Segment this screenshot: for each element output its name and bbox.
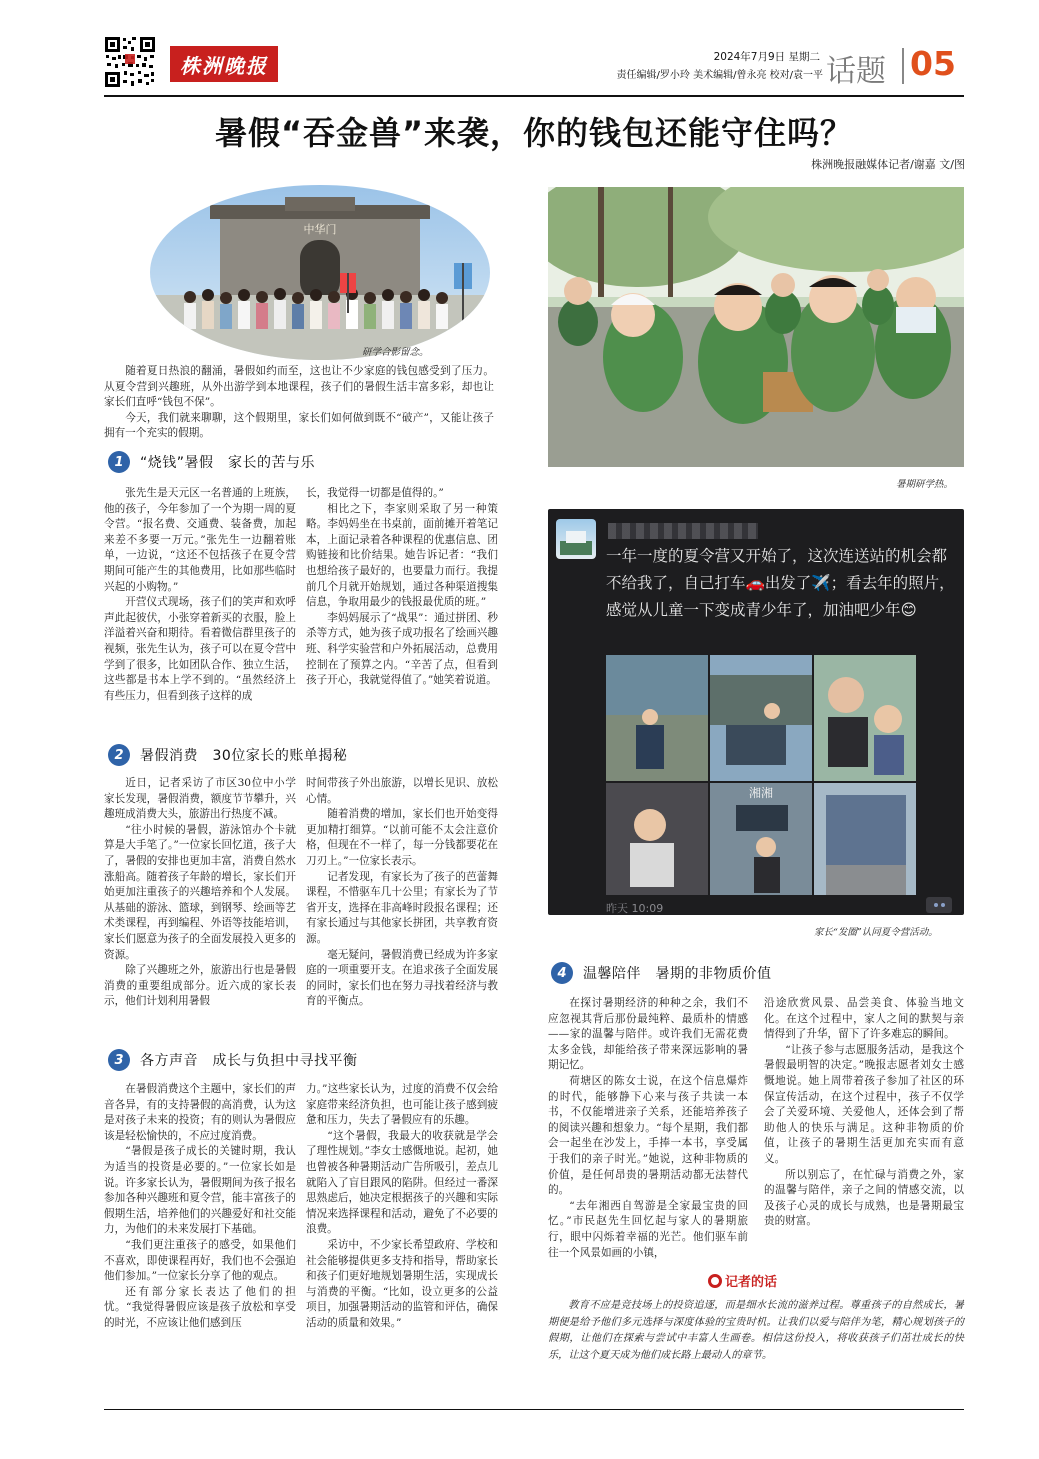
section-2-title: 暑假消费 30位家长的账单揭秘 — [140, 748, 348, 764]
footer-rule — [104, 1409, 964, 1410]
header-divider — [902, 48, 904, 84]
paragraph: 毫无疑问，暑假消费已经成为许多家庭的一项重要开支。在追求孩子全面发展的同时，家长们也在努力寻找着经济与教育的平衡点。 — [306, 948, 498, 1008]
paragraph: 开营仪式现场，孩子们的笑声和欢呼声此起彼伏，小张穿着新买的衣服，脸上洋溢着兴奋和期待。看着微信群里孩子的视频，张先生认为，孩子可以在夏令营中学到了很多，比如团队合作、独立生活，这些都是书本上学不到的。“虽然经济上有些压力，但看到孩子这样的成 — [104, 596, 296, 702]
section-2-col-1 — [104, 776, 296, 1010]
masthead-logo — [170, 46, 278, 82]
section-1-col-1 — [104, 486, 296, 704]
paragraph: 沿途欣赏风景、品尝美食、体验当地文化。在这个过程中，家人之间的默契与亲情得到了升华，留下了许多难忘的瞬间。 — [764, 997, 964, 1041]
paragraph: 随着消费的增加，家长们也开始变得更加精打细算。“以前可能不太会注意价格，但现在不一样了，每一分钱都要花在刀刃上。”一位家长表示。 — [306, 808, 498, 867]
reporter-note-label — [708, 1271, 777, 1290]
paragraph: 采访中，不少家长希望政府、学校和社会能够提供更多支持和指导，帮助家长和孩子们更好地规划暑期生活，实现成长与消费的平衡。“比如，设立更多的公益项目，加强暑期活动的监管和评估，确保活动的质量和效果。” — [306, 1238, 498, 1329]
reporter-note-text: 教育不应是竞技场上的投资追逐，而是细水长流的滋养过程。尊重孩子的自然成长，暑期便是给予他们多元选择与深度体验的宝贵时机。让我们以爱与陪伴为笔，精心规划孩子的假期，让他们在探索与尝试中丰富人生画卷。相信这份投入，将收获孩子们茁壮成长的快乐，让这个夏天成为他们成长路上最动人的章节。 — [548, 1300, 964, 1361]
section-4-col-1 — [548, 996, 748, 1261]
section-1-col-2 — [306, 486, 498, 689]
section-3-col-2 — [306, 1082, 498, 1332]
paragraph: 时间带孩子外出旅游，以增长见识、放松心情。 — [306, 777, 498, 805]
section-2-heading — [108, 744, 347, 766]
paragraph: 除了兴趣班之外，旅游出行也是暑假消费的重要组成部分。近六成的家长表示，他们计划利用暑假 — [104, 964, 296, 1008]
masthead-rule — [104, 95, 964, 97]
paragraph: 长，我觉得一切都是值得的。” — [306, 487, 444, 499]
wechat-moments-screenshot — [548, 509, 964, 915]
intro-paragraph: 随着夏日热浪的翻涌，暑假如约而至，这也让不少家庭的钱包感受到了压力。从夏令营到兴趣班，从外出游学到本地课程，孩子们的暑假生活丰富多彩，却也让家长们直呼“钱包不保”。 — [104, 365, 494, 409]
section-3-number: 3 — [108, 1049, 130, 1071]
section-3-col-1 — [104, 1082, 296, 1332]
more-actions-icon[interactable] — [926, 897, 952, 913]
section-name: 话题 — [826, 54, 886, 89]
paragraph: 力。”这些家长认为，过度的消费不仅会给家庭带来经济负担，也可能让孩子感到疲惫和压力，失去了暑假应有的乐趣。 — [306, 1083, 498, 1127]
qr-code — [104, 36, 156, 88]
paragraph: 记者发现，有家长为了孩子的芭蕾舞课程，不惜驱车几十公里；有家长为了节省开支，选择在非高峰时段报名课程；还有家长通过与其他家长拼团，共享教育资源。 — [306, 870, 498, 945]
moments-photo-sign: 湘湘 — [748, 786, 774, 800]
byline: 株洲晚报融媒体记者/谢嘉 文/图 — [811, 158, 965, 171]
avatar — [556, 519, 596, 559]
reporter-note-title: 记者的话 — [725, 1275, 778, 1290]
paragraph: 所以别忘了，在忙碌与消费之外，家的温馨与陪伴，亲子之间的情感交流，以及孩子心灵的成长与成熟，也是暑期最宝贵的财富。 — [764, 1168, 964, 1228]
group-photo — [150, 185, 490, 360]
editor-credits: 责任编辑/罗小玲 美术编辑/曾永亮 校对/袁一平 — [616, 70, 823, 81]
intro-text — [104, 364, 494, 442]
section-4-col-2 — [764, 996, 964, 1230]
section-4-heading — [551, 962, 772, 984]
paragraph: 还有部分家长表达了他们的担忧。“我觉得暑假应该是孩子放松和享受的时光，不应该让他们感到压 — [104, 1285, 296, 1329]
note-circle-icon — [708, 1274, 722, 1288]
section-2-col-2 — [306, 776, 498, 1010]
paragraph: 在探讨暑期经济的种种之余，我们不应忽视其背后那份最纯粹、最质朴的情感——家的温馨与陪伴。或许我们无需花费太多金钱，却能给孩子带来深远影响的暑期记忆。 — [548, 997, 748, 1072]
paper-name: 株洲晚报 — [180, 53, 268, 78]
study-tour-photo — [548, 187, 964, 467]
paragraph: 近日，记者采访了市区30位中小学家长发现，暑假消费，额度节节攀升，兴趣班成消费大头，旅游出行热度不减。 — [104, 777, 296, 821]
paragraph: 在暑假消费这个主题中，家长们的声音各异，有的支持暑假的高消费，认为这是对孩子未来的投资；有的则认为暑假应该是轻松愉快的，不应过度消费。 — [104, 1083, 296, 1142]
moments-caption: 家长“发圈”认同夏令营活动。 — [814, 927, 938, 938]
qr-code-icon — [104, 36, 156, 88]
paragraph: “我们更注重孩子的感受，如果他们不喜欢，即使课程再好，我们也不会强迫他们参加。”一位家长分享了他的观点。 — [104, 1238, 296, 1283]
intro-paragraph: 今天，我们就来聊聊，这个假期里，家长们如何做到既不“破产”，又能让孩子拥有一个充实的假期。 — [104, 411, 494, 440]
section-1-heading — [108, 451, 315, 473]
group-photo-caption: 研学合影留念。 — [362, 347, 429, 358]
paragraph: 荷塘区的陈女士说，在这个信息爆炸的时代，能够静下心来与孩子共读一本书，不仅能增进亲子关系，还能培养孩子的阅读兴趣和想象力。“每个星期，我们都会一起坐在沙发上，手捧一本书，享受属于我们的亲子时光。”她说，这种非物质的价值，是任何昂贵的暑期活动都无法替代的。 — [548, 1074, 748, 1197]
post-time: 昨天 10:09 — [606, 902, 664, 915]
page-number: 05 — [910, 44, 956, 83]
paragraph: 相比之下，李家则采取了另一种策略。李妈妈坐在书桌前，面前摊开着笔记本，上面记录着各种课程的优惠信息、团购链接和比价结果。她告诉记者：“我们也想给孩子最好的，也要量力而行。我提前几个月就开始规划，通过各种渠道搜集信息，争取用最少的钱报最优质的班。” — [306, 502, 498, 609]
paragraph: 李妈妈展示了“战果”：通过拼团、秒杀等方式，她为孩子成功报名了绘画兴趣班、科学实验营和户外拓展活动，总费用控制在了预算之内。“辛苦了点，但看到孩子开心，我就觉得值了。”她笑着说道。 — [306, 611, 498, 687]
section-1-title: “烧钱”暑假 家长的苦与乐 — [140, 455, 316, 471]
paragraph: “去年湘西自驾游是全家最宝贵的回忆。”市民赵先生回忆起与家人的暑期旅行，眼中闪烁着幸福的光芒。他们驱车前往一个风景如画的小镇， — [548, 1199, 748, 1259]
post-text: 一年一度的夏令营又开始了，这次连送站的机会都不给我了，自己打车🚗出发了✈️；看去年的照片，感觉从儿童一下变成青少年了，加油吧少年😊 — [606, 547, 955, 619]
section-2-number: 2 — [108, 744, 130, 766]
moments-image-grid — [606, 655, 916, 895]
section-4-number: 4 — [551, 962, 573, 984]
username-blurred — [608, 523, 758, 539]
issue-date: 2024年7月9日 星期二 — [713, 51, 820, 63]
section-3-title: 各方声音 成长与负担中寻找平衡 — [140, 1053, 358, 1069]
paragraph: “让孩子参与志愿服务活动，是我这个暑假最明智的决定。”晚报志愿者刘女士感慨地说。她上周带着孩子参加了社区的环保宣传活动，在这个过程中，孩子不仅学会了关爱环境、关爱他人，还体会到了帮助他人的快乐与满足。这种非物质的价值，让孩子的暑期生活更加充实而有意义。 — [764, 1043, 964, 1165]
section-1-number: 1 — [108, 451, 130, 473]
section-3-heading — [108, 1049, 358, 1071]
paragraph: “往小时候的暑假，游泳馆办个卡就算是大手笔了。”一位家长回忆道，孩子大了，暑假的安排也更加丰富，消费自然水涨船高。随着孩子年龄的增长，家长们开始更加注重孩子的兴趣培养和个人发展。从基础的游泳、篮球，到钢琴、绘画等艺术类课程，再到编程、外语等技能培训，家长们愿意为孩子的全面发展投入更多的资源。 — [104, 823, 296, 961]
headline: 暑假“吞金兽”来袭，你的钱包还能守住吗？ — [214, 114, 854, 152]
paragraph: “这个暑假，我最大的收获就是学会了理性规划。”李女士感慨地说。起初，她也曾被各种暑期活动广告所吸引，差点儿就陷入了盲目跟风的陷阱。但经过一番深思熟虑后，她决定根据孩子的兴趣和实际情况来选择课程和活动，避免了不必要的浪费。 — [306, 1129, 498, 1236]
section-4-title: 温馨陪伴 暑期的非物质价值 — [583, 966, 772, 982]
study-tour-caption: 暑期研学热。 — [896, 479, 954, 490]
paragraph: “暑假是孩子成长的关键时期，我认为适当的投资是必要的。”一位家长如是说。许多家长认为，暑假期间为孩子报名参加各种兴趣班和夏令营，能丰富孩子的假期生活，培养他们的兴趣爱好和社交能力，为他们的未来发展打下基础。 — [104, 1145, 296, 1236]
gate-sign: 中华门 — [303, 223, 337, 236]
paragraph: 张先生是天元区一名普通的上班族，他的孩子，今年参加了一个为期一周的夏令营。“报名费、交通费、装备费，加起来差不多要一万元。”张先生一边翻着账单，一边说，“这还不包括孩子在夏令营期间可能产生的其他费用，比如那些临时兴起的小购物。” — [104, 487, 296, 593]
